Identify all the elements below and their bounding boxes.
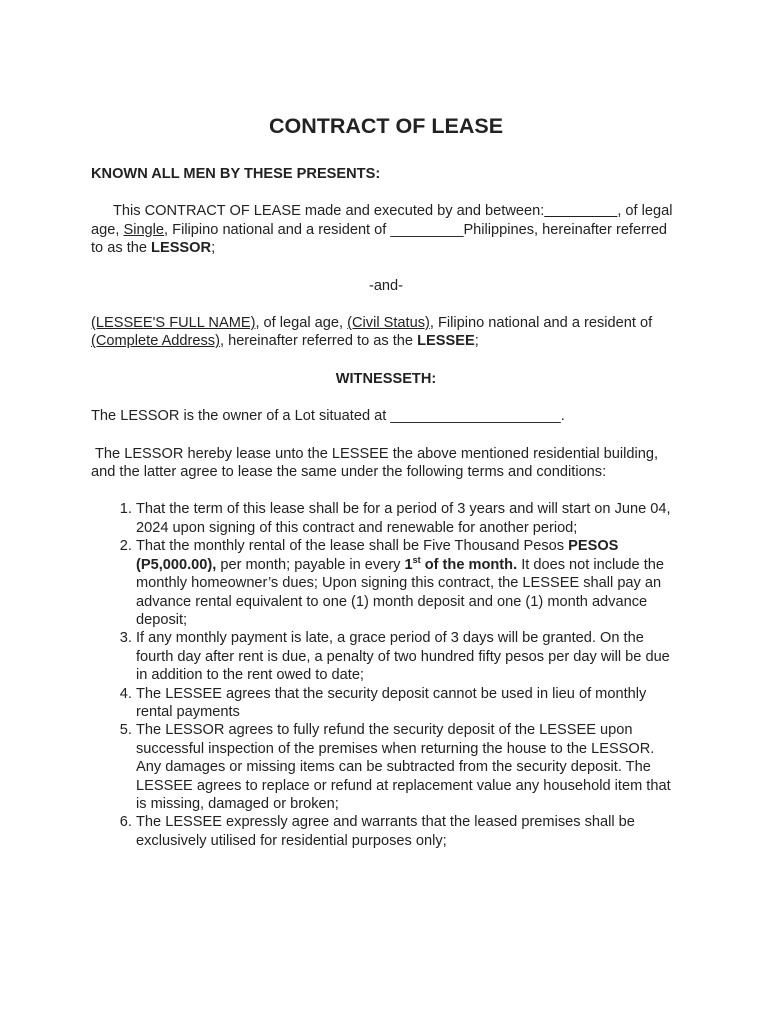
lessee-name: (LESSEE'S FULL NAME): [91, 315, 256, 332]
lessee-civil-status: (Civil Status): [347, 315, 430, 332]
lessor-name-blank: _________: [544, 203, 618, 220]
preamble-heading: KNOWN ALL MEN BY THESE PRESENTS:: [91, 166, 381, 182]
list-item: 6. The LESSEE expressly agree and warrants that the leased premises shall be exclusively utilised for residential purposes only;: [136, 813, 681, 850]
list-item: 4. The LESSEE agrees that the security deposit cannot be used in lieu of monthly rental payments: [136, 685, 681, 722]
list-item: 3. If any monthly payment is late, a grace period of 3 days will be granted. On the fourth day after rent is due, a penalty of two hundred fifty pesos per day will be due in addition to the rent owed to date;: [136, 629, 681, 684]
rental-amount: PESOS (P5,000.00),: [136, 538, 619, 573]
lot-ownership-paragraph: The LESSOR is the owner of a Lot situated at _____________________.: [91, 408, 565, 425]
lessee-paragraph: (LESSEE'S FULL NAME), of legal age, (Civil Status), Filipino national and a resident of (Complete Address), hereinafter referred to as the LESSEE;: [91, 315, 653, 350]
and-separator: -and-: [368, 277, 404, 294]
witnesseth-heading: WITNESSETH:: [335, 370, 437, 387]
lessor-label: LESSOR: [151, 240, 212, 257]
document-page: [91, 112, 681, 850]
lessor-civil-status: Single: [123, 221, 165, 238]
list-item: 2. That the monthly rental of the lease shall be Five Thousand Pesos PESOS (P5,000.00), per month; payable in every 1st of the month. It does not include the monthly homeowner’s dues; Upon signing this contract, the LESSEE shall pay an advance rental equivalent to one (1) month deposit and one (1) month advance deposit;: [136, 537, 681, 629]
payment-day: 1st of the month.: [404, 554, 518, 573]
lessor-paragraph: This CONTRACT OF LEASE made and executed by and between:_________, of legal age, Single, Filipino national and a resident of _________Philippines, hereinafter referred to as the LESSOR;: [91, 203, 673, 257]
list-item: 5. The LESSOR agrees to fully refund the security deposit of the LESSEE upon successful inspection of the premises when returning the house to the LESSOR. Any damages or missing items can be subtracted from the security deposit. The LESSEE agrees to replace or refund at replacement value any household item that is missing, damaged or broken;: [136, 721, 681, 813]
lessee-address: (Complete Address): [91, 333, 220, 350]
document-title: CONTRACT OF LEASE: [268, 114, 504, 138]
terms-list: [91, 500, 681, 850]
lease-terms-intro: The LESSOR hereby lease unto the LESSEE the above mentioned residential building, and the latter agree to lease the same under the following terms and conditions:: [91, 445, 659, 481]
lessee-label: LESSEE: [417, 333, 475, 350]
list-item: 1. That the term of this lease shall be for a period of 3 years and will start on June 04, 2024 upon signing of this contract and renewable for another period;: [136, 500, 681, 537]
